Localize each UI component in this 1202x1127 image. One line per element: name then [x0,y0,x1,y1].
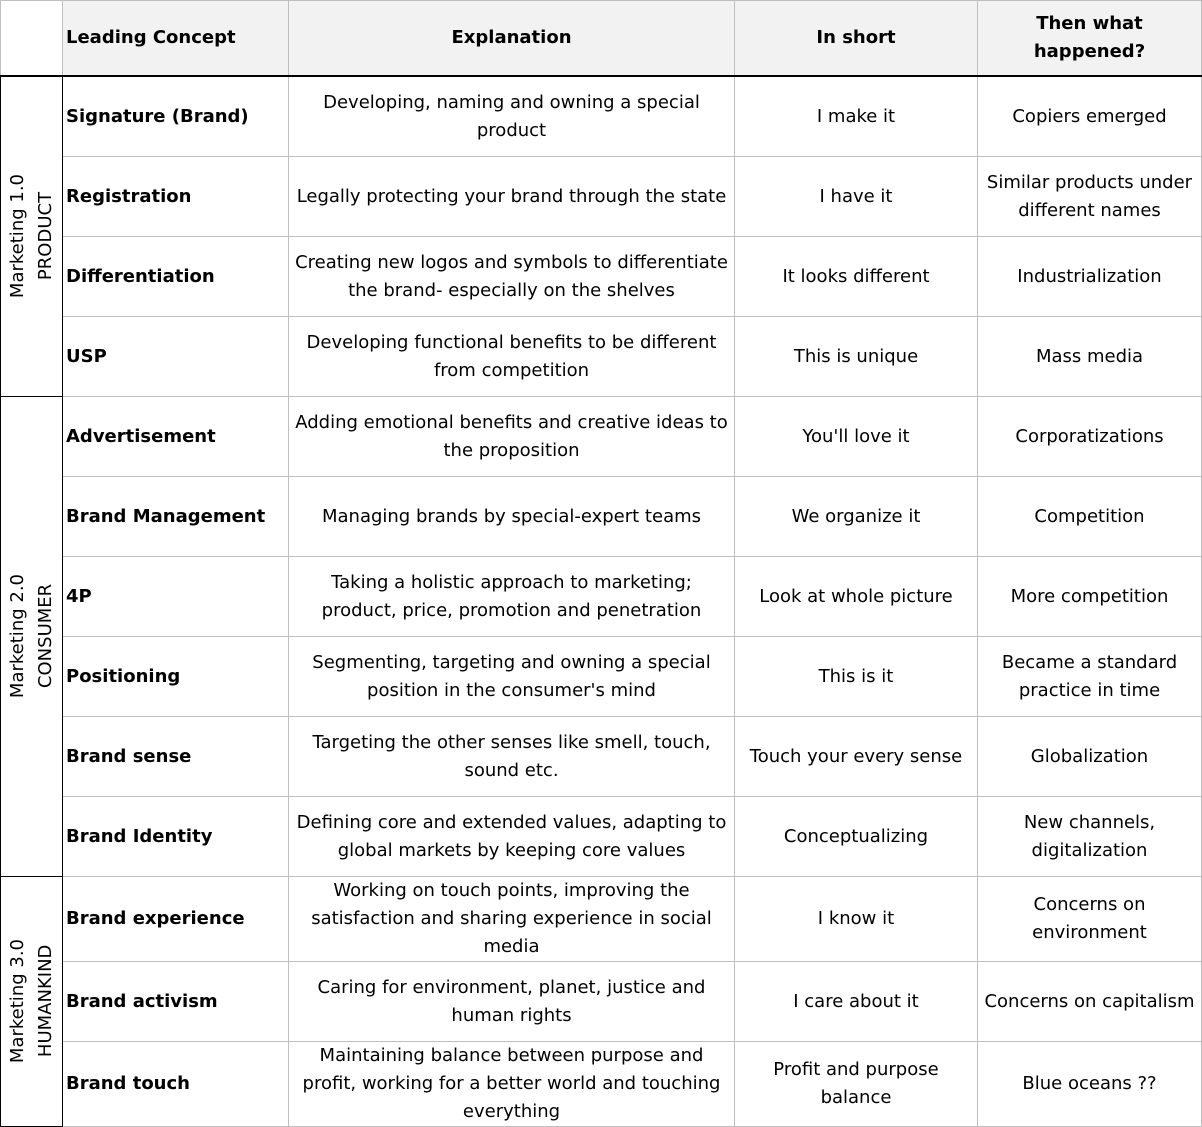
table-body [1,76,1202,1127]
explanation-cell: Legally protecting your brand through the state [289,157,735,237]
in-short-cell: We organize it [735,477,978,557]
group-label-marketing-3 [1,877,63,1127]
explanation-cell: Adding emotional benefits and creative ideas to the proposition [289,397,735,477]
table-row [1,397,1202,477]
explanation-cell: Developing functional benefits to be different from competition [289,317,735,397]
explanation-cell: Managing brands by special-expert teams [289,477,735,557]
then-cell: Mass media [978,317,1202,397]
then-cell: Concerns on environment [978,877,1202,962]
in-short-cell: I care about it [735,962,978,1042]
explanation-cell: Creating new logos and symbols to differentiate the brand- especially on the shelves [289,237,735,317]
group-subtitle: CONSUMER [34,584,56,689]
table-row [1,317,1202,397]
concept-cell: Positioning [63,637,289,717]
in-short-cell: I know it [735,877,978,962]
table-row [1,1042,1202,1127]
in-short-cell: Touch your every sense [735,717,978,797]
concept-cell: Brand Management [63,477,289,557]
table-row [1,962,1202,1042]
table-row [1,717,1202,797]
in-short-cell: It looks different [735,237,978,317]
header-explanation: Explanation [289,1,735,77]
group-title: Marketing 2.0 [6,574,28,699]
then-cell: Concerns on capitalism [978,962,1202,1042]
header-leading-concept: Leading Concept [63,1,289,77]
concept-cell: Brand touch [63,1042,289,1127]
concept-cell: Brand sense [63,717,289,797]
header-then-what-happened: Then what happened? [978,1,1202,77]
concept-cell: Registration [63,157,289,237]
table-row [1,637,1202,717]
in-short-cell: This is it [735,637,978,717]
header-row [1,1,1202,77]
group-label-marketing-1 [1,76,63,397]
in-short-cell: Conceptualizing [735,797,978,877]
table-row [1,76,1202,157]
in-short-cell: This is unique [735,317,978,397]
then-cell: Became a standard practice in time [978,637,1202,717]
then-cell: Globalization [978,717,1202,797]
table-row [1,877,1202,962]
group-title: Marketing 1.0 [6,174,28,299]
table-header [1,1,1202,77]
header-corner-cell [1,1,63,77]
concept-cell: USP [63,317,289,397]
explanation-cell: Defining core and extended values, adapting to global markets by keeping core values [289,797,735,877]
explanation-cell: Taking a holistic approach to marketing; product, price, promotion and penetration [289,557,735,637]
table-row [1,157,1202,237]
explanation-cell: Caring for environment, planet, justice and human rights [289,962,735,1042]
in-short-cell: Profit and purpose balance [735,1042,978,1127]
then-cell: Industrialization [978,237,1202,317]
then-cell: Corporatizations [978,397,1202,477]
table-row [1,797,1202,877]
explanation-cell: Maintaining balance between purpose and profit, working for a better world and touching everything [289,1042,735,1127]
group-subtitle: HUMANKIND [34,945,56,1058]
explanation-cell: Developing, naming and owning a special product [289,76,735,157]
in-short-cell: I have it [735,157,978,237]
table-row [1,477,1202,557]
concept-cell: Signature (Brand) [63,76,289,157]
in-short-cell: Look at whole picture [735,557,978,637]
then-cell: New channels, digitalization [978,797,1202,877]
explanation-cell: Targeting the other senses like smell, touch, sound etc. [289,717,735,797]
explanation-cell: Segmenting, targeting and owning a special position in the consumer's mind [289,637,735,717]
group-title: Marketing 3.0 [6,939,28,1064]
concept-cell: Advertisement [63,397,289,477]
in-short-cell: I make it [735,76,978,157]
then-cell: Competition [978,477,1202,557]
table-row [1,237,1202,317]
group-subtitle: PRODUCT [34,192,56,281]
concept-cell: Differentiation [63,237,289,317]
then-cell: Similar products under different names [978,157,1202,237]
concept-cell: Brand activism [63,962,289,1042]
then-cell: Blue oceans ?? [978,1042,1202,1127]
concept-cell: Brand experience [63,877,289,962]
then-cell: More competition [978,557,1202,637]
then-cell: Copiers emerged [978,76,1202,157]
concept-cell: Brand Identity [63,797,289,877]
explanation-cell: Working on touch points, improving the satisfaction and sharing experience in social media [289,877,735,962]
header-in-short: In short [735,1,978,77]
table-row [1,557,1202,637]
group-label-marketing-2 [1,397,63,877]
concept-cell: 4P [63,557,289,637]
in-short-cell: You'll love it [735,397,978,477]
